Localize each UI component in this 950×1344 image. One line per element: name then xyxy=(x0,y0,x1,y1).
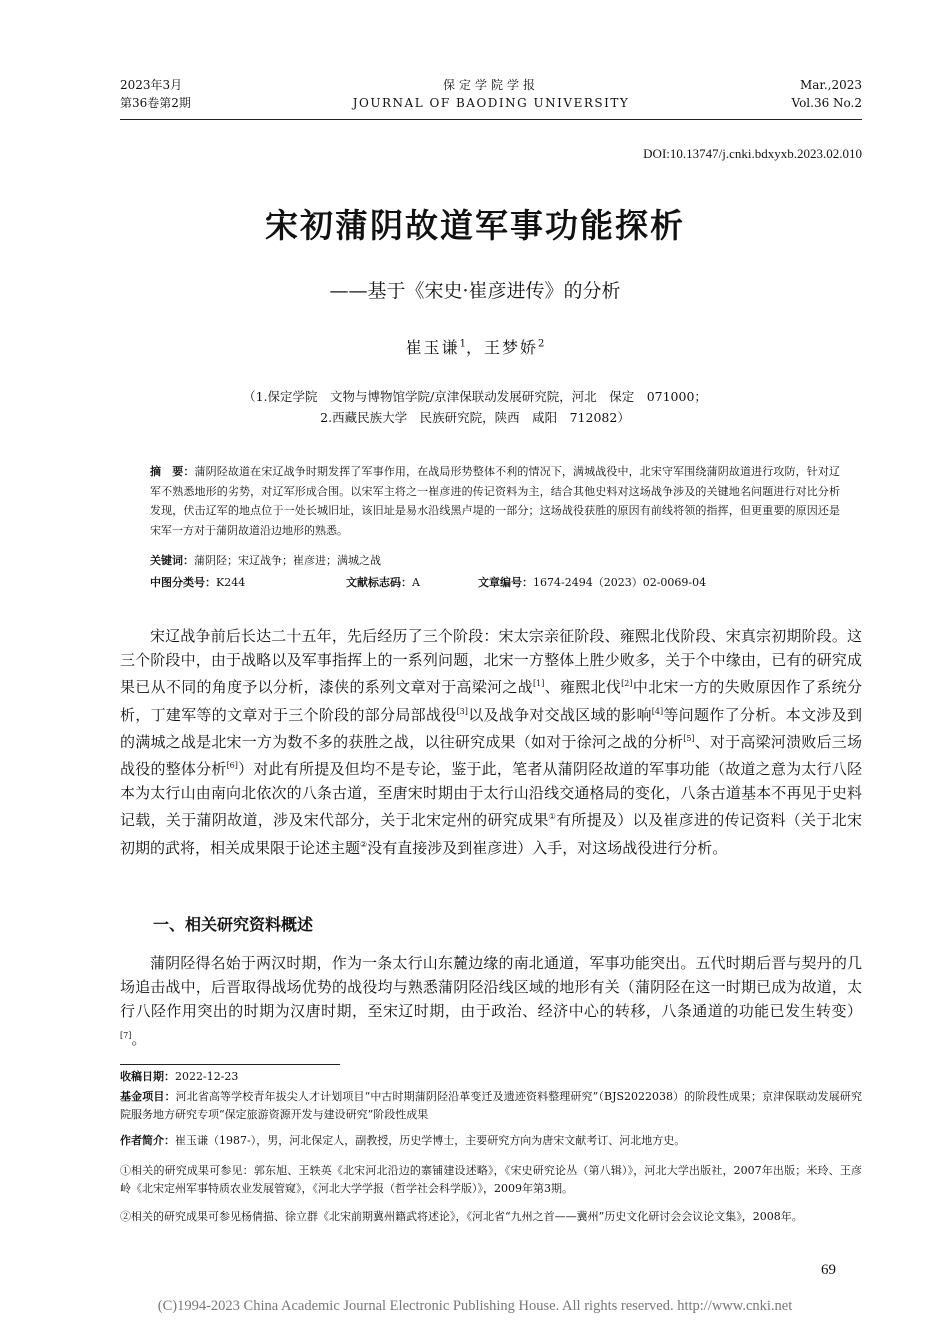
section-paragraph xyxy=(120,951,862,1051)
fund-label: 基金项目： xyxy=(120,1090,176,1103)
copyright-watermark: (C)1994-2023 China Academic Journal Electronic Publishing House. All rights reserved. http://www.cnki.net xyxy=(157,1298,793,1314)
header-volume-cn: 第36卷第2期 xyxy=(120,96,191,110)
received-value: 2022-12-23 xyxy=(175,1070,239,1083)
abstract xyxy=(150,462,840,540)
bio-value: 崔玉谦（1987-），男，河北保定人，副教授，历史学博士，主要研究方向为唐宋文献考订、河北地方史。 xyxy=(175,1134,686,1147)
keywords xyxy=(150,551,840,570)
author-bio xyxy=(120,1132,862,1150)
body-text: 中北宋一方的失败原因作了系统分析，丁建军等的文章对于三个阶段的部分局部战役 xyxy=(120,678,862,724)
clc-code xyxy=(150,573,245,592)
header-volume-en: Vol.36 No.2 xyxy=(791,96,862,110)
document-code xyxy=(346,573,420,592)
header-date-cn: 2023年3月 xyxy=(120,78,183,92)
keywords-text: 蒲阴陉；宋辽战争；崔彦进；满城之战 xyxy=(194,554,381,567)
paper-title: 宋初蒲阴故道军事功能探析 xyxy=(265,206,685,245)
journal-name-cn: 保定学院学报 xyxy=(442,78,539,92)
keywords-label: 关键词： xyxy=(150,554,194,567)
footnote-marker: ② xyxy=(360,839,368,849)
citation-ref: [5] xyxy=(683,733,695,743)
header-center xyxy=(120,76,862,112)
article-number xyxy=(478,573,706,592)
abstract-label: 摘 要： xyxy=(150,465,195,478)
affiliation-line: （1.保定学院 文物与博物馆学院/京津保联动发展研究院，河北 保定 071000； xyxy=(243,389,707,404)
citation-ref: [3] xyxy=(456,706,468,716)
citation-ref: [6] xyxy=(226,761,238,771)
running-header xyxy=(120,76,862,120)
doi: DOI:10.13747/j.cnki.bdxyxb.2023.02.010 xyxy=(643,146,862,161)
abstract-text: 蒲阴陉故道在宋辽战争时期发挥了军事作用，在战局形势整体不利的情况下，满城战役中，北宋守军围绕蒲阴故道进行攻防，针对辽军不熟悉地形的劣势，对辽军形成合围。以宋军主将之一崔彦进的传记资料为主，结合其他史料对这场战争涉及的关键地名问题进行对比分析发现，伏击辽军的地点位于一处长城旧址，该旧址是易水沿线黑卢堤的一部分；这场战役获胜的原因有前线将领的指挥，但更重要的原因还是宋军一方对于蒲阴故道沿边地形的熟悉。 xyxy=(150,465,841,537)
author-line xyxy=(0,335,950,358)
fund-info xyxy=(120,1088,862,1123)
article-value: 1674-2494（2023）02-0069-04 xyxy=(533,576,707,589)
body-text: 、雍熙北伐 xyxy=(544,678,622,697)
header-right xyxy=(792,76,863,112)
author-affil-sup: 2 xyxy=(538,338,545,350)
bio-label: 作者简介： xyxy=(120,1134,175,1147)
footnote-1: ①相关的研究成果可参见：郭东旭、王轶英《北宋河北沿边的寨铺建设述略》，《宋史研究论丛（第八辑）》，河北大学出版社，2007年出版；米玲、王彦岭《北宋定州军事特质农业发展管窥》，《河北大学学报（哲学社会科学版）》，2009年第3期。 xyxy=(120,1164,862,1195)
body-text: 等问题作了分析。本文涉及到的满城之战是北宋一方为数不多的获胜之战，以往研究成果（如对于徐河之战的分析 xyxy=(120,705,862,751)
author-affil-sup: 1 xyxy=(459,338,466,350)
citation-ref: [2] xyxy=(621,679,633,689)
journal-name-en: JOURNAL OF BAODING UNIVERSITY xyxy=(352,96,630,110)
article-label: 文章编号： xyxy=(478,576,533,589)
body-text: 有所提及）以及崔彦进的传记资料（关于北宋初期的武将，相关成果限于论述主题 xyxy=(120,811,862,857)
footnote-marker: ① xyxy=(548,812,557,822)
footnote-divider xyxy=(120,1064,340,1065)
body-text: ）对此有所提及但均不是专论，鉴于此，笔者从蒲阴陉故道的军事功能（故道之意为太行八陉本为太行山由南向北依次的八条古道，至唐宋时期由于太行山沿线交通格局的变化，八条古道基本不再见于史料记载，关于蒲阴故道，涉及宋代部分，关于北宋定州的研究成果 xyxy=(120,760,862,830)
footnote-2: ②相关的研究成果可参见杨倩描、徐立群《北宋前期冀州籍武将述论》，《河北省“九州之首——冀州”历史文化研讨会会议论文集》，2008年。 xyxy=(120,1210,803,1223)
page-number: 69 xyxy=(821,1262,836,1278)
body-text: 、对于高梁河溃败后三场战役的整体分析 xyxy=(120,732,862,779)
citation-ref: [1] xyxy=(533,679,545,689)
intro-paragraph xyxy=(120,624,862,860)
citation-ref: [4] xyxy=(651,706,664,716)
received-date xyxy=(120,1068,862,1086)
paper-subtitle: ——基于《宋史·崔彦进传》的分析 xyxy=(329,280,621,302)
author-separator: ， xyxy=(465,338,484,357)
fund-value: 河北省高等学校青年拔尖人才计划项目“中古时期蒲阴陉沿革变迁及遗迹资料整理研究”（BJS2022038）的阶段性成果；京津保联动发展研究院服务地方研究专项“保定旅游资源开发与建设研究”阶段性成果 xyxy=(120,1090,863,1121)
body-text: 以及战争对交战区域的影响 xyxy=(467,705,652,724)
affiliations xyxy=(0,386,950,428)
classification-line xyxy=(150,573,840,592)
clc-label: 中图分类号： xyxy=(150,576,216,589)
received-label: 收稿日期： xyxy=(120,1070,175,1083)
body-text: 宋辽战争前后长达二十五年，先后经历了三个阶段：宋太宗亲征阶段、雍熙北伐阶段、宋真宗初期阶段。这三个阶段中，由于战略以及军事指挥上的一系列问题，北宋一方整体上胜少败多，关于个中缘由，已有的研究成果已从不同的角度予以分析，漆侠的系列文章对于高梁河之战 xyxy=(120,627,862,697)
body-text: 。 xyxy=(131,1029,147,1048)
doc-label: 文献标志码： xyxy=(346,576,412,589)
doc-value: A xyxy=(412,576,420,589)
body-text: 没有直接涉及到崔彦进）入手，对这场战役进行分析。 xyxy=(367,838,728,857)
section-heading: 一、相关研究资料概述 xyxy=(153,915,314,934)
header-date-en: Mar.,2023 xyxy=(799,78,862,92)
author-name: 崔玉谦 xyxy=(405,338,460,357)
citation-ref: [7] xyxy=(120,1030,132,1040)
affiliation-line: 2.西藏民族大学 民族研究院，陕西 咸阳 712082） xyxy=(320,410,630,425)
author-name: 王梦娇 xyxy=(484,338,539,357)
body-text: 蒲阴陉得名始于两汉时期，作为一条太行山东麓边缘的南北通道，军事功能突出。五代时期后晋与契丹的几场追击战中，后晋取得战场优势的战役均与熟悉蒲阴陉沿线区域的地形有关（蒲阴陉在这一时期已成为故道，太行八陉作用突出的时期为汉唐时期，至宋辽时期，由于政治、经济中心的转移，八条通道的功能已发生转变） xyxy=(120,954,862,1021)
clc-value: K244 xyxy=(216,576,246,589)
